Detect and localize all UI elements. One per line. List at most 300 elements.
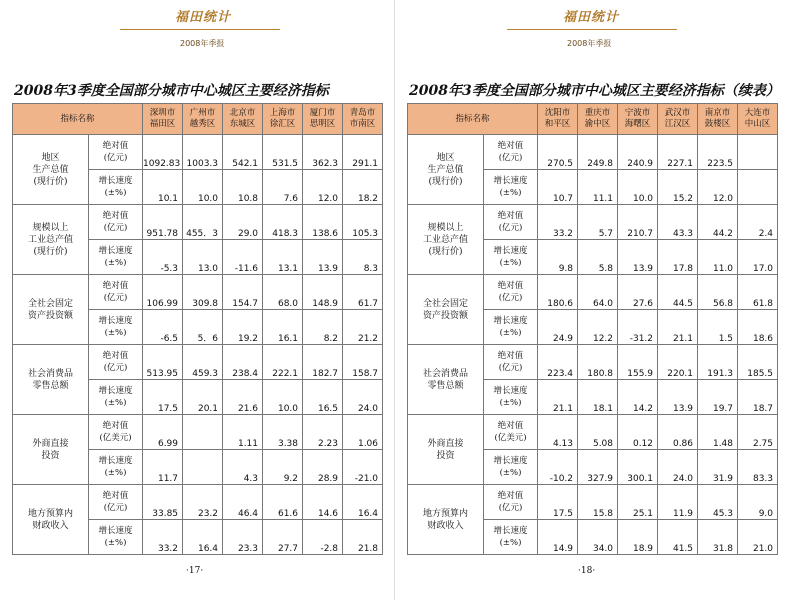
text-line: 绝对值 [497,421,524,431]
value-cell: 309.8 [183,275,223,310]
text-line: (亿元) [498,223,523,233]
absolute-value-label [89,275,143,310]
absolute-value-label [484,485,538,520]
indicator-name [13,135,89,205]
header-rule [507,29,677,30]
header-rule [120,29,280,30]
text-line: (亿元) [498,153,523,163]
value-cell: 29.0 [223,205,263,240]
value-cell: 6.99 [143,415,183,450]
value-cell: 270.5 [538,135,578,170]
text-line: 增长速度 [98,386,133,396]
growth-rate-label [89,380,143,415]
value-cell: 17.0 [738,240,778,275]
value-cell: -31.2 [618,310,658,345]
text-line: (亿元) [498,293,523,303]
page-number: ·17· [186,566,204,576]
value-cell: 15.8 [578,485,618,520]
text-line: 增长速度 [493,176,528,186]
table-row [408,415,778,450]
value-cell: 17.5 [143,380,183,415]
absolute-value-label [484,275,538,310]
value-cell: 24.9 [538,310,578,345]
value-cell: 13.0 [183,240,223,275]
value-cell: 18.9 [618,520,658,555]
value-cell: 9.8 [538,240,578,275]
value-cell: 0.12 [618,415,658,450]
value-cell: 0.86 [658,415,698,450]
value-cell: 10.1 [143,170,183,205]
value-cell: 33.85 [143,485,183,520]
text-line: (±%) [499,468,522,478]
text-line: 思明区 [309,119,336,129]
text-line: (现行价) [33,176,68,187]
value-cell: 15.2 [658,170,698,205]
value-cell: 21.1 [658,310,698,345]
district-header [183,104,223,135]
text-line: 零售总额 [32,380,69,391]
indicator-name [408,205,484,275]
text-line: 沈阳市 [544,108,571,118]
value-cell: 182.7 [303,345,343,380]
text-line: 全社会固定 [27,298,73,309]
value-cell: 27.7 [263,520,303,555]
value-cell: 223.5 [698,135,738,170]
value-cell: 19.7 [698,380,738,415]
value-cell: 4.13 [538,415,578,450]
indicator-name [408,275,484,345]
table-row [408,135,778,170]
district-header [738,104,778,135]
value-cell: 7.6 [263,170,303,205]
absolute-value-label [89,205,143,240]
page-title: 2008年3季度全国部分城市中心城区主要经济指标（续表） [409,83,780,99]
text-line: 资产投资额 [422,310,468,321]
value-cell: 531.5 [263,135,303,170]
value-cell: 44.5 [658,275,698,310]
table-row [408,485,778,520]
text-line: (±%) [104,538,127,548]
value-cell: 300.1 [618,450,658,485]
page-title: 2008年3季度全国部分城市中心城区主要经济指标 [14,83,329,99]
value-cell: 8.2 [303,310,343,345]
value-cell: 23.3 [223,520,263,555]
value-cell: 210.7 [618,205,658,240]
value-cell: 5．6 [183,310,223,345]
value-cell: 24.0 [343,380,383,415]
text-line: 绝对值 [497,351,524,361]
value-cell: 44.2 [698,205,738,240]
text-line: 增长速度 [493,386,528,396]
value-cell: 14.9 [538,520,578,555]
text-line: 绝对值 [102,211,129,221]
value-cell: 13.9 [658,380,698,415]
logo: 福田统计 [563,10,620,25]
value-cell: 185.5 [738,345,778,380]
table-row [408,345,778,380]
text-line: 增长速度 [98,246,133,256]
text-line: (±%) [104,328,127,338]
indicator-name [13,485,89,555]
value-cell: 61.8 [738,275,778,310]
text-line: 增长速度 [493,456,528,466]
value-cell: 227.1 [658,135,698,170]
text-line: 财政收入 [427,520,464,531]
value-cell: 20.1 [183,380,223,415]
text-line: (现行价) [428,176,463,187]
text-line: 投资 [436,450,455,461]
growth-rate-label [484,170,538,205]
district-header [578,104,618,135]
district-header [538,104,578,135]
value-cell: 1.48 [698,415,738,450]
text-line: 地区 [41,152,60,163]
value-cell [183,450,223,485]
page-number: ·18· [578,566,596,576]
text-line: 市南区 [349,119,376,129]
value-cell: 46.4 [223,485,263,520]
indicator-name [13,415,89,485]
indicator-name [13,205,89,275]
value-cell: 106.99 [143,275,183,310]
text-line: 增长速度 [493,526,528,536]
value-cell: 10.0 [263,380,303,415]
absolute-value-label [89,485,143,520]
text-line: (±%) [499,538,522,548]
value-cell: 61.6 [263,485,303,520]
table-row [13,415,383,450]
value-cell: -6.5 [143,310,183,345]
text-line: 全社会固定 [422,298,468,309]
text-line: 规模以上 [32,222,69,233]
value-cell: 16.1 [263,310,303,345]
text-line: 厦门市 [309,108,336,118]
value-cell: 249.8 [578,135,618,170]
text-line: 绝对值 [102,491,129,501]
growth-rate-label [89,450,143,485]
value-cell: 83.3 [738,450,778,485]
value-cell: 11.0 [698,240,738,275]
text-line: 地方预算内 [422,508,468,519]
text-line: 宁波市 [624,108,651,118]
absolute-value-label [484,205,538,240]
text-line: 重庆市 [584,108,611,118]
value-cell: 5.7 [578,205,618,240]
value-cell: 21.1 [538,380,578,415]
text-line: (±%) [104,258,127,268]
value-cell: 1.5 [698,310,738,345]
text-line: 福田区 [149,119,176,129]
value-cell: -11.6 [223,240,263,275]
value-cell: 542.1 [223,135,263,170]
value-cell: 10.8 [223,170,263,205]
value-cell [738,135,778,170]
table-row [13,485,383,520]
value-cell: 31.8 [698,520,738,555]
value-cell: 9.0 [738,485,778,520]
value-cell: 291.1 [343,135,383,170]
growth-rate-label [484,310,538,345]
indicator-name [408,345,484,415]
value-cell: 10.0 [618,170,658,205]
value-cell: 11.1 [578,170,618,205]
value-cell: 1.11 [223,415,263,450]
value-cell: 45.3 [698,485,738,520]
value-cell: 11.9 [658,485,698,520]
text-line: 绝对值 [102,281,129,291]
text-line: (±%) [499,258,522,268]
value-cell: 951.78 [143,205,183,240]
issue-label: 2008年季报 [180,39,225,48]
value-cell: -21.0 [343,450,383,485]
absolute-value-label [484,415,538,450]
value-cell: 24.0 [658,450,698,485]
text-line: 零售总额 [427,380,464,391]
value-cell: 1003.3 [183,135,223,170]
value-cell: 18.7 [738,380,778,415]
value-cell: 3.38 [263,415,303,450]
logo: 福田统计 [175,10,232,25]
text-line: (现行价) [428,246,463,257]
value-cell [738,170,778,205]
text-line: 生产总值 [32,164,69,175]
district-header [698,104,738,135]
value-cell: 31.9 [698,450,738,485]
value-cell: 41.5 [658,520,698,555]
value-cell: 16.4 [343,485,383,520]
value-cell: 12.0 [303,170,343,205]
growth-rate-label [89,240,143,275]
text-line: 渝中区 [584,119,611,129]
text-line: 外商直接 [32,438,69,449]
value-cell: 17.8 [658,240,698,275]
value-cell: 25.1 [618,485,658,520]
text-line: (现行价) [33,246,68,257]
text-line: 社会消费品 [27,368,73,379]
text-line: (亿元) [103,153,128,163]
text-line: 投资 [41,450,60,461]
text-line: 徐汇区 [269,119,296,129]
text-line: (亿美元) [494,433,527,443]
header-row [13,104,383,135]
value-cell: 18.6 [738,310,778,345]
indicator-name [13,275,89,345]
value-cell: 238.4 [223,345,263,380]
value-cell: 19.2 [223,310,263,345]
text-line: 绝对值 [497,141,524,151]
text-line: 增长速度 [98,456,133,466]
value-cell: 43.3 [658,205,698,240]
table-row [408,275,778,310]
growth-rate-label [484,380,538,415]
text-line: 资产投资额 [27,310,73,321]
value-cell: 4.3 [223,450,263,485]
text-line: 鼓楼区 [704,119,731,129]
value-cell: 148.9 [303,275,343,310]
value-cell: 18.2 [343,170,383,205]
value-cell: 17.5 [538,485,578,520]
value-cell: -10.2 [538,450,578,485]
indicator-header: 指标名称 [13,104,143,135]
value-cell: 16.4 [183,520,223,555]
text-line: 武汉市 [664,108,691,118]
value-cell: 223.4 [538,345,578,380]
value-cell: 191.3 [698,345,738,380]
growth-rate-label [484,520,538,555]
text-line: 规模以上 [427,222,464,233]
value-cell: -2.8 [303,520,343,555]
value-cell: 1.06 [343,415,383,450]
value-cell: 8.3 [343,240,383,275]
value-cell: 27.6 [618,275,658,310]
text-line: 广州市 [189,108,216,118]
text-line: (±%) [104,188,127,198]
value-cell: 418.3 [263,205,303,240]
growth-rate-label [89,170,143,205]
value-cell: 34.0 [578,520,618,555]
value-cell: 28.9 [303,450,343,485]
text-line: 增长速度 [98,176,133,186]
text-line: (±%) [499,398,522,408]
value-cell: 56.8 [698,275,738,310]
value-cell: 12.2 [578,310,618,345]
absolute-value-label [89,345,143,380]
text-line: 青岛市 [349,108,376,118]
value-cell: 222.1 [263,345,303,380]
text-line: 外商直接 [427,438,464,449]
value-cell: 1092.83 [143,135,183,170]
text-line: 增长速度 [98,316,133,326]
text-line: 绝对值 [497,281,524,291]
value-cell: 2.75 [738,415,778,450]
text-line: 中山区 [744,119,771,129]
value-cell: 10.0 [183,170,223,205]
text-line: 绝对值 [497,211,524,221]
value-cell: 14.2 [618,380,658,415]
indicator-name [408,415,484,485]
value-cell: 23.2 [183,485,223,520]
district-header [658,104,698,135]
text-line: 工业总产值 [27,234,73,245]
text-line: 财政收入 [32,520,69,531]
growth-rate-label [89,310,143,345]
table-row [13,135,383,170]
value-cell: 5.8 [578,240,618,275]
table-row [13,275,383,310]
district-header [223,104,263,135]
value-cell: 240.9 [618,135,658,170]
absolute-value-label [484,135,538,170]
value-cell: 5.08 [578,415,618,450]
value-cell: 2.4 [738,205,778,240]
text-line: 深圳市 [149,108,176,118]
issue-label: 2008年季报 [567,39,612,48]
text-line: 增长速度 [493,316,528,326]
text-line: 绝对值 [102,421,129,431]
text-line: (亿美元) [99,433,132,443]
value-cell: 21.6 [223,380,263,415]
text-line: 绝对值 [497,491,524,501]
district-header [263,104,303,135]
text-line: (±%) [499,328,522,338]
table-row [13,345,383,380]
value-cell: 138.6 [303,205,343,240]
page-right [395,0,789,600]
indicator-header: 指标名称 [408,104,538,135]
value-cell: 513.95 [143,345,183,380]
absolute-value-label [89,415,143,450]
indicator-table [12,103,383,555]
value-cell [183,415,223,450]
text-line: 越秀区 [189,119,216,129]
header-row [408,104,778,135]
indicator-name [408,135,484,205]
value-cell: 154.7 [223,275,263,310]
district-header [303,104,343,135]
growth-rate-label [484,450,538,485]
value-cell: 2.23 [303,415,343,450]
value-cell: 21.2 [343,310,383,345]
value-cell: 68.0 [263,275,303,310]
value-cell: 14.6 [303,485,343,520]
value-cell: 16.5 [303,380,343,415]
district-header [143,104,183,135]
value-cell: 21.8 [343,520,383,555]
text-line: 地区 [436,152,455,163]
value-cell: -5.3 [143,240,183,275]
absolute-value-label [484,345,538,380]
value-cell: 11.7 [143,450,183,485]
value-cell: 158.7 [343,345,383,380]
district-header [618,104,658,135]
value-cell: 362.3 [303,135,343,170]
value-cell: 105.3 [343,205,383,240]
district-header [343,104,383,135]
absolute-value-label [89,135,143,170]
text-line: (亿元) [103,223,128,233]
text-line: (±%) [499,188,522,198]
value-cell: 13.1 [263,240,303,275]
value-cell: 220.1 [658,345,698,380]
value-cell: 180.8 [578,345,618,380]
value-cell: 455．3 [183,205,223,240]
text-line: 增长速度 [493,246,528,256]
text-line: 生产总值 [427,164,464,175]
text-line: (亿元) [103,363,128,373]
text-line: (±%) [104,398,127,408]
text-line: (亿元) [498,503,523,513]
text-line: 东城区 [229,119,256,129]
value-cell: 9.2 [263,450,303,485]
text-line: 江汉区 [664,119,691,129]
value-cell: 13.9 [618,240,658,275]
text-line: 工业总产值 [422,234,468,245]
value-cell: 18.1 [578,380,618,415]
table-row [408,205,778,240]
text-line: 南京市 [704,108,731,118]
text-line: 上海市 [269,108,296,118]
text-line: 和平区 [544,119,571,129]
text-line: (亿元) [103,293,128,303]
text-line: 增长速度 [98,526,133,536]
value-cell: 10.7 [538,170,578,205]
value-cell: 459.3 [183,345,223,380]
text-line: (±%) [104,468,127,478]
value-cell: 33.2 [538,205,578,240]
text-line: 大连市 [744,108,771,118]
value-cell: 33.2 [143,520,183,555]
value-cell: 64.0 [578,275,618,310]
